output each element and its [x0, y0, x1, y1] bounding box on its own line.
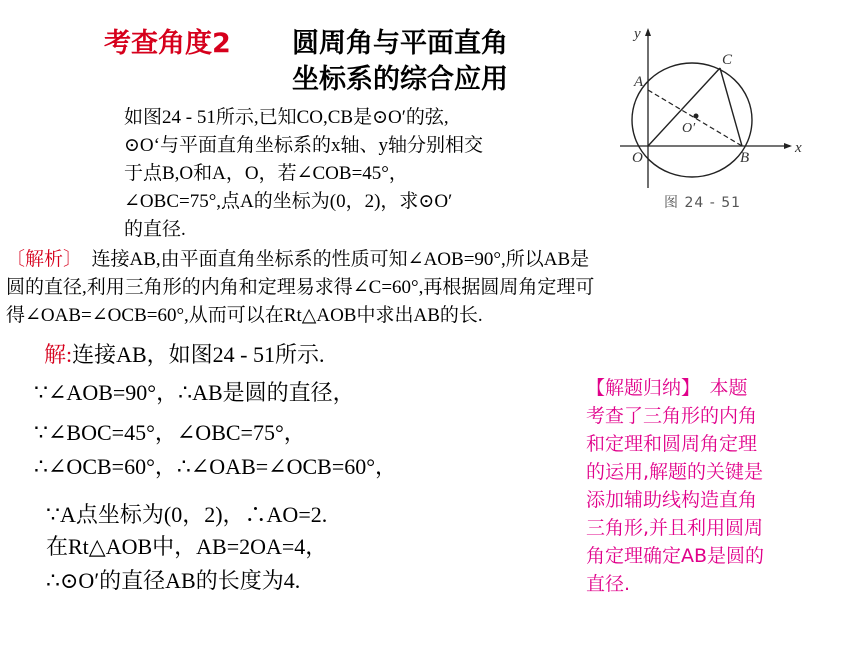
analysis-tag: 〔解析〕: [6, 249, 73, 270]
summary-box: [586, 374, 826, 598]
solution-line: ∵∠AOB=90°，∴AB是圆的直径，: [34, 380, 355, 405]
label-x: x: [795, 140, 802, 156]
summary-line: 添加辅助线构造直角: [586, 489, 758, 511]
summary-line: 角定理确定AB是圆的: [586, 545, 765, 567]
y-axis-arrow: [645, 28, 651, 36]
analysis-line-1: 〔解析〕 连接AB,由平面直角坐标系的性质可知∠AOB=90°,所以AB是: [6, 249, 590, 270]
geometry-figure: [612, 24, 812, 194]
summary-line: 考查了三角形的内角: [586, 405, 758, 427]
topic-title-line2: 坐标系的综合应用: [292, 64, 508, 95]
figure-caption: 图 24 - 51: [664, 195, 742, 211]
summary-line: 的运用,解题的关键是: [586, 461, 764, 483]
solution-line: ∴⊙O′的直径AB的长度为4.: [46, 568, 301, 593]
summary-line: 和定理和圆周角定理: [586, 433, 758, 455]
analysis-line-2: 圆的直径,利用三角形的内角和定理易求得∠C=60°,再根据圆周角定理可: [6, 277, 595, 298]
summary-line: 直径.: [586, 573, 631, 595]
topic-title-line1: 圆周角与平面直角: [292, 28, 508, 59]
chord-cb: [720, 68, 742, 146]
label-a: A: [634, 74, 644, 90]
solution-line: ∵A点坐标为(0，2)，∴AO=2.: [46, 502, 328, 527]
label-o: O: [632, 150, 643, 166]
summary-line: 【解题归纳】 本题: [586, 377, 748, 399]
problem-line: 如图24 - 51所示,已知CO,CB是⊙O′的弦,: [124, 107, 449, 128]
center-point: [694, 114, 699, 119]
solution-line: ∵∠BOC=45°，∠OBC=75°，: [34, 420, 306, 445]
problem-line: ⊙O‘与平面直角坐标系的x轴、y轴分别相交: [124, 135, 483, 156]
solution-heading: 解:连接AB，如图24 - 51所示.: [44, 342, 325, 367]
problem-statement: [124, 104, 594, 244]
x-axis-arrow: [784, 143, 792, 149]
problem-line: 的直径.: [124, 219, 186, 240]
analysis-block: [6, 246, 806, 330]
solution-line: 在Rt△AOB中，AB=2OA=4，: [46, 534, 328, 559]
label-c: C: [722, 52, 733, 68]
label-y: y: [634, 26, 641, 42]
analysis-line-3: 得∠OAB=∠OCB=60°,从而可以在Rt△AOB中求出AB的长.: [6, 305, 483, 326]
label-o-prime: O′: [682, 121, 696, 136]
problem-line: 于点B,O和A，O，若∠COB=45°，: [124, 163, 408, 184]
label-b: B: [740, 150, 750, 166]
solution-tag: 解:: [44, 342, 73, 367]
solution-line: ∴∠OCB=60°，∴∠OAB=∠OCB=60°，: [34, 454, 398, 479]
problem-line: ∠OBC=75°,点A的坐标为(0，2)，求⊙O′: [124, 191, 453, 212]
topic-tag: 考查角度2: [104, 28, 231, 59]
summary-line: 三角形,并且利用圆周: [586, 517, 764, 539]
